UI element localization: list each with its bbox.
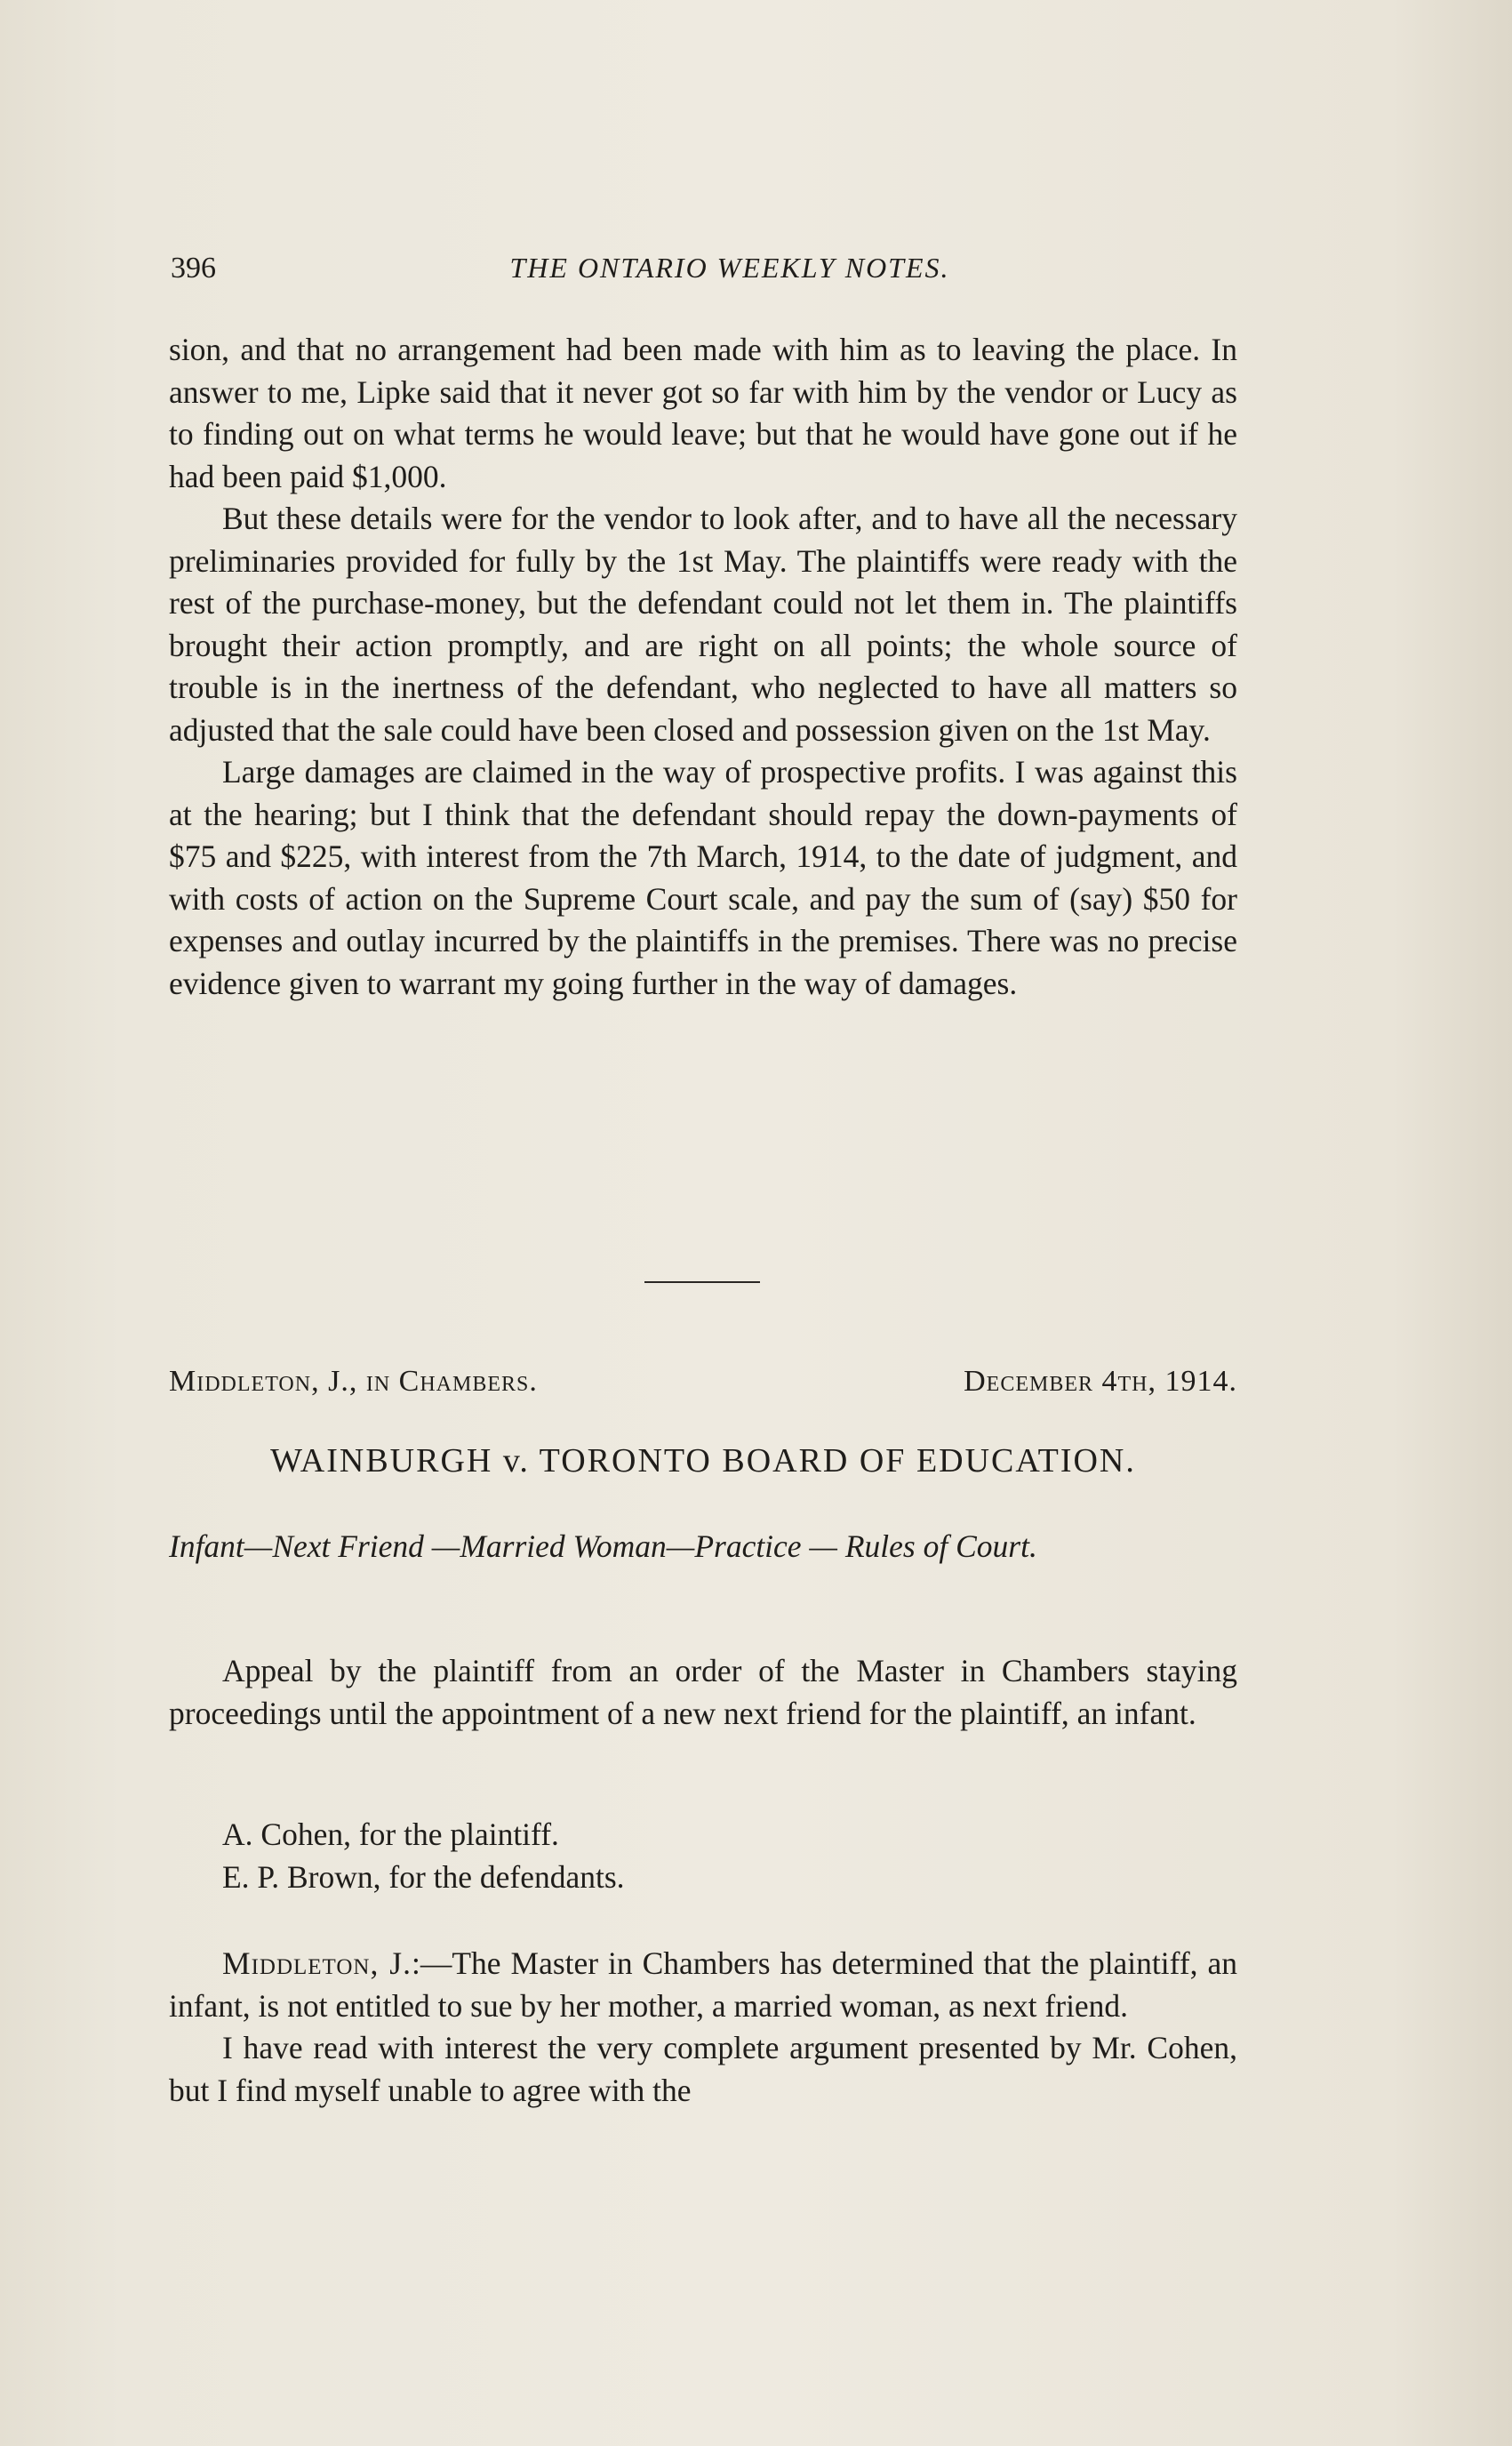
running-head xyxy=(169,247,1237,292)
paragraph xyxy=(169,1943,1237,2027)
paragraph: Appeal by the plaintiff from an order of the Master in Chambers staying proceedings until the appointment of a new next friend for the plaintiff, an infant. xyxy=(169,1653,1237,1731)
court-name: Middleton, J., in Chambers. xyxy=(169,1365,538,1398)
judgment xyxy=(169,1943,1237,2112)
counsel-entry: E. P. Brown, for the defendants. xyxy=(222,1858,625,1895)
decision-date: December 4th, 1914. xyxy=(964,1365,1237,1398)
judgment-text: :—The Master in Chambers has determined that the plaintiff, an infant, is not entitled to sue by her mother, a married woman, as next friend. xyxy=(169,1945,1237,2024)
case-title: WAINBURGH v. TORONTO BOARD OF EDUCATION. xyxy=(270,1442,1136,1480)
headnote-text: Infant—Next Friend —Married Woman—Practice — Rules of Court. xyxy=(169,1528,1037,1564)
paragraph: Large damages are claimed in the way of prospective profits. I was against this at the hearing; but I think that the defendant should repay the down-payments of $75 and $225, with interest from the 7th March, 1914, to the date of judgment, and with costs of action on the Supreme Court scale, and pay the sum of (say) $50 for expenses and outlay incurred by the plaintiffs in the premises. There was no precise evidence given to warrant my going further in the way of damages. xyxy=(169,754,1237,1001)
section-divider xyxy=(644,1281,760,1283)
paragraph: I have read with interest the very complete argument presented by Mr. Cohen, but I find myself unable to agree with the xyxy=(169,2030,1237,2108)
journal-title: THE ONTARIO WEEKLY NOTES. xyxy=(509,252,950,284)
opinion-continuation xyxy=(169,329,1237,1005)
court-line xyxy=(169,1360,1237,1403)
judge-label: Middleton, J. xyxy=(222,1945,412,1981)
paragraph: sion, and that no arrangement had been made with him as to leaving the place. In answer to me, Lipke said that it never got so far with him by the vendor or Lucy as to finding out on what terms he would leave; but that he would have gone out if he had been paid $1,000. xyxy=(169,332,1237,494)
appeal-statement xyxy=(169,1650,1237,1735)
paragraph: But these details were for the vendor to look after, and to have all the necessary preliminaries provided for fully by the 1st May. The plaintiffs were ready with the rest of the purchase-money, but the defendant could not let them in. The plaintiffs brought their action promptly, and are right on all points; the whole source of trouble is in the inertness of the defendant, who neglected to have all matters so adjusted that the sale could have been closed and possession given on the 1st May. xyxy=(169,501,1237,748)
page-number: 396 xyxy=(171,252,216,285)
headnote xyxy=(169,1526,1237,1568)
counsel-list xyxy=(169,1814,1237,1898)
counsel-entry: A. Cohen, for the plaintiff. xyxy=(222,1816,559,1852)
